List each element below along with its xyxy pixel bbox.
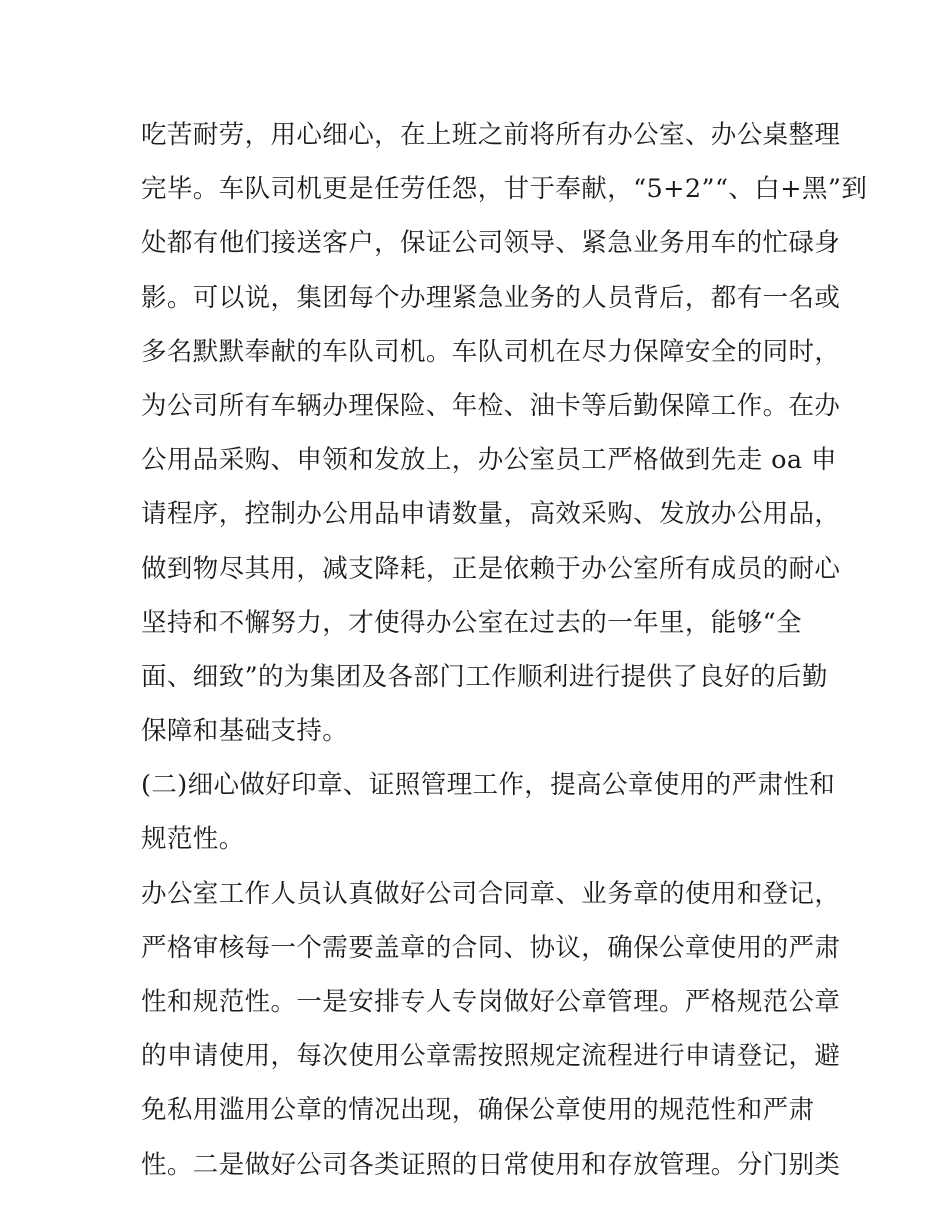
text-line: 保障和基础支持。 — [141, 716, 349, 747]
text-line: 影。可以说，集团每个办理紧急业务的人员背后，都有一名或 — [141, 282, 841, 313]
text-line: 性和规范性。一是安排专人专岗做好公章管理。严格规范公章 — [141, 987, 841, 1017]
text-line: 办公室工作人员认真做好公司合同章、业务章的使用和登记， — [141, 878, 841, 909]
text-line: 免私用滥用公章的情况出现，确保公章使用的规范性和严肃 — [141, 1095, 815, 1126]
text-line: 请程序，控制办公用品申请数量，高效采购、发放办公用品， — [141, 499, 841, 530]
text-line: 面、细致”的为集团及各部门工作顺利进行提供了良好的后勤 — [141, 661, 828, 692]
text-line: 性。二是做好公司各类证照的日常使用和存放管理。分门别类 — [141, 1149, 841, 1180]
section-heading: 规范性。 — [141, 824, 245, 855]
section-heading: (二)细心做好印章、证照管理工作，提高公章使用的严肃性和 — [141, 770, 836, 801]
text-line: 吃苦耐劳，用心细心，在上班之前将所有办公室、办公桌整理 — [141, 120, 841, 150]
text-line: 为公司所有车辆办理保险、年检、油卡等后勤保障工作。在办 — [141, 390, 841, 421]
text-line: 多名默默奉献的车队司机。车队司机在尽力保障安全的同时， — [141, 336, 841, 367]
text-line: 做到物尽其用，减支降耗，正是依赖于办公室所有成员的耐心 — [141, 553, 841, 584]
body-text — [141, 108, 868, 1192]
text-line: 严格审核每一个需要盖章的合同、协议，确保公章使用的严肃 — [141, 932, 841, 963]
text-line: 坚持和不懈努力，才使得办公室在过去的一年里，能够“全 — [141, 607, 802, 638]
text-line: 的申请使用，每次使用公章需按照规定流程进行申请登记，避 — [141, 1041, 841, 1072]
text-line: 处都有他们接送客户，保证公司领导、紧急业务用车的忙碌身 — [141, 228, 841, 259]
text-line: 完毕。车队司机更是任劳任怨，甘于奉献，“5+2”“、白+黑”到 — [141, 174, 868, 205]
text-line: 公用品采购、申领和发放上，办公室员工严格做到先走 oa 申 — [141, 445, 837, 476]
